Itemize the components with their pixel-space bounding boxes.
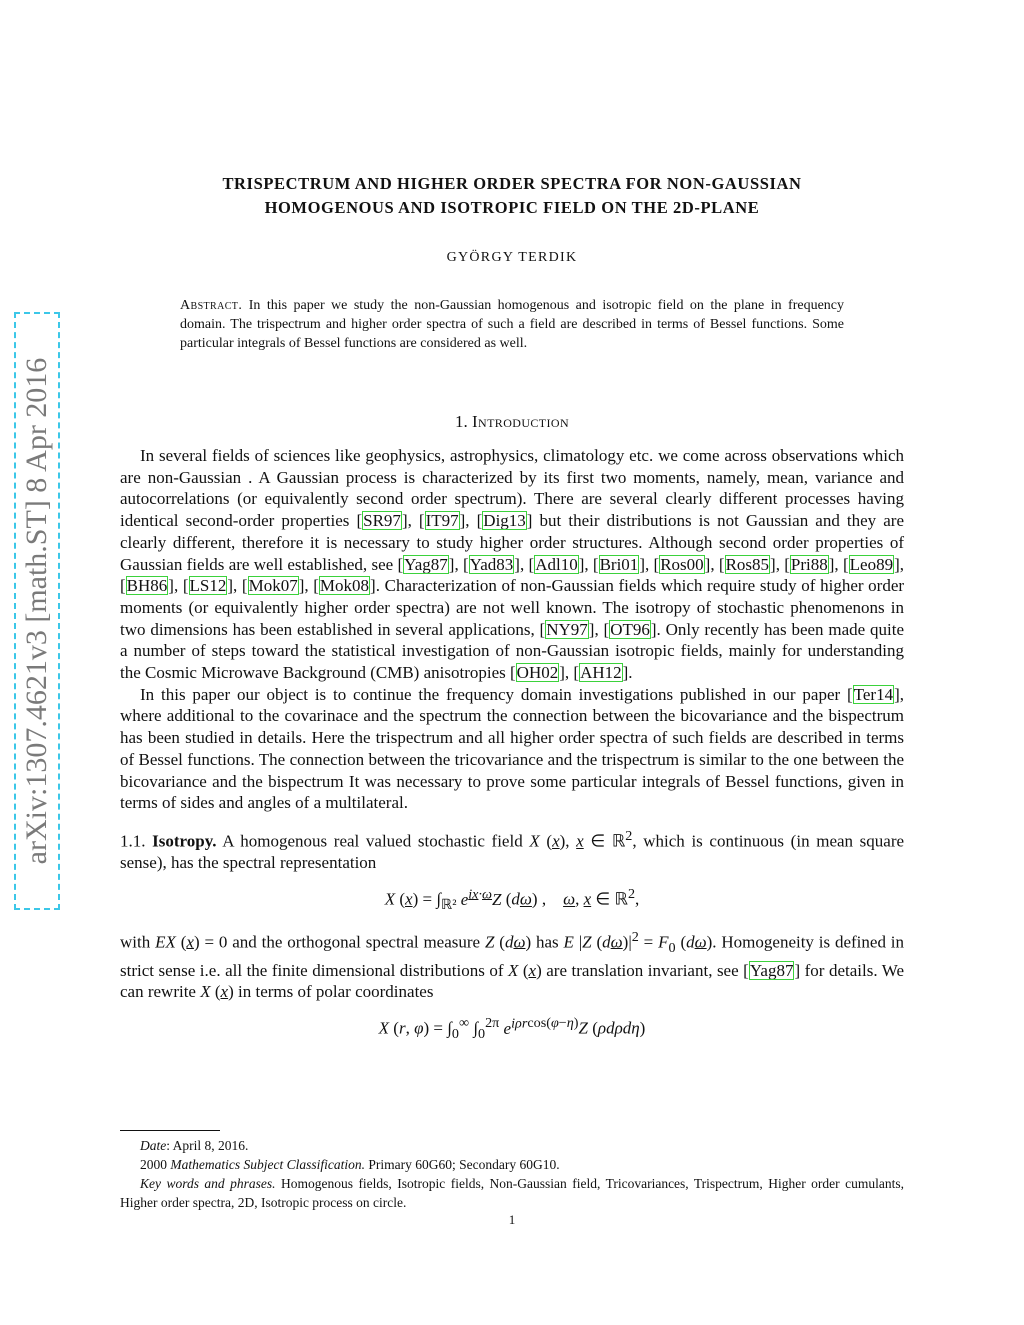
citation-link[interactable]: Ter14: [853, 684, 894, 704]
citation-link[interactable]: Mok08: [319, 576, 370, 596]
equation-spectral-representation: X $(x) = \int_{ℝ^2}$ $e^{ix\cdot\omega}Z$ (dω) , ω, x ∈ ℝ$^2$,: [384, 886, 640, 914]
citation-link[interactable]: Bri01: [599, 554, 639, 574]
footnote-date: [120, 1136, 904, 1155]
intro-text: . Characterization of non-Gaussian fields which require study of higher order moments (or equivalently higher order spectra) are not well known. The isotropy of stochastic phenomenons in two dimensions has been established in several applications,: [120, 576, 905, 639]
body-text: [120, 445, 904, 1056]
isotropy-text: which is continuous (in mean square sense), has the spectral representation: [120, 831, 905, 873]
isotropy-text: for details. We can rewrite: [120, 960, 904, 1002]
isotropy-text: . Homogeneity is defined in strict sense i.e. all the finite dimensional distributions of: [120, 932, 905, 980]
page-number: 1: [508, 1212, 516, 1227]
citation-link[interactable]: Ros85: [725, 554, 770, 574]
section-heading: [120, 412, 904, 432]
footnote-date-label: Date: [140, 1138, 167, 1153]
citation-link[interactable]: Leo89: [849, 554, 894, 574]
citation-link[interactable]: Yag87: [404, 554, 448, 574]
citation-link[interactable]: SR97: [363, 511, 401, 531]
intro-paragraph-2: In this paper our object is to continue the frequency domain investigations published in our paper [Ter14], where additional to the covarinace and the spectrum the connection between the bicovariance and the bispectrum has been studied in details. Here the trispectrum and all higher order spectra of such fields are described in terms of Bessel functions. The connection between the tricovariance and the trispectrum is similar to the one between the bicovariance and the bispectrum It was necessary to prove some particular integrals of Bessel functions, given in terms of sides and angles of a multilateral.: [120, 684, 904, 813]
isotropy-paragraph: 1.1. Isotropy. A homogenous real valued stochastic field X (x), x ∈ ℝ$^2$, which is continuous (in mean square sense), has the spectral representation: [120, 827, 905, 873]
citation-link[interactable]: Ros00: [660, 554, 704, 574]
citation-link[interactable]: Pri88: [790, 554, 828, 574]
homogeneity-paragraph: with EX (x) = 0 and the orthogonal spectral measure Z (dω) has E |Z $(d\omega)|^2 = F_0$ (dω). Homogeneity is defined in strict sense i.e. all the finite dimensional distributions of X (x) are translation invariant, see [Yag87] for details. We can rewrite X (x) in terms of polar coordinates: [120, 928, 905, 1002]
subsection-number: 1.1.: [120, 831, 146, 851]
citation-link[interactable]: BH86: [126, 576, 168, 596]
citation-link[interactable]: IT97: [425, 511, 459, 531]
author-name: GYÖRGY TERDIK: [446, 250, 578, 265]
citation-link[interactable]: Mok07: [248, 576, 298, 596]
footnotes: [120, 1136, 904, 1212]
citation-link[interactable]: Adl10: [535, 554, 578, 574]
citation-link[interactable]: Dig13: [483, 511, 526, 531]
abstract-text: In this paper we study the non-Gaussian homogenous and isotropic field on the plane in frequency domain. The trispectrum and higher order spectra of such a field are described in terms of Bessel functions. Some particular integrals of Bessel functions are considered as well.: [180, 298, 845, 351]
citation-link[interactable]: Yad83: [469, 554, 514, 574]
footnote-msc-year: 2000: [140, 1157, 167, 1172]
section-number: 1.: [454, 412, 468, 431]
isotropy-text: in terms of polar coordinates: [238, 982, 434, 1002]
arxiv-stamp[interactable]: [14, 312, 60, 910]
citation-link[interactable]: OH02: [516, 663, 559, 683]
citation-link[interactable]: NY97: [546, 619, 588, 639]
section-title: Introduction: [471, 412, 570, 431]
footnote-divider: [120, 1130, 220, 1131]
footnote-date-value: : April 8, 2016.: [166, 1138, 249, 1153]
citation-link[interactable]: OT96: [610, 619, 650, 639]
isotropy-text: has: [535, 932, 559, 952]
citation-link[interactable]: LS12: [189, 576, 227, 596]
paper-title: [120, 172, 904, 220]
intro-paragraph-1: In several fields of sciences like geophysics, astrophysics, climatology etc. we come across observations which are non-Gaussian . A Gaussian process is characterized by its first two moments, namely, mean, variance and autocorrelations (or equivalently second order spectrum). There are several clearly different processes having identical second-order properties [SR97], [IT97], [Dig13] but their distributions is not Gaussian and they are clearly different, therefore it is necessary to study higher order structures. Although second order properties of Gaussian fields are well established, see [Yag87], [Yad83], [Adl10], [Bri01], [Ros00], [Ros85], [Pri88], [Leo89], [BH86], [LS12], [Mok07], [Mok08]. Characterization of non-Gaussian fields which require study of higher order moments (or equivalently higher order spectra) are not well known. The isotropy of stochastic phenomenons in two dimensions has been established in several applications, [NY97], [OT96]. Only recently has been made quite a number of steps toward the statistical investigation of non-Gaussian isotropic fields, mainly for understanding the Cosmic Microwave Background (CMB) anisotropies [OH02], [AH12].: [120, 446, 905, 683]
title-line-2: HOMOGENOUS AND ISOTROPIC FIELD ON THE 2D-PLANE: [264, 198, 760, 217]
isotropy-text: are translation invariant, see: [546, 960, 739, 980]
footnote-keywords: [120, 1174, 904, 1212]
intro-text: In this paper our object is to continue the frequency domain investigations published in our paper: [140, 684, 847, 704]
citation-link[interactable]: AH12: [580, 663, 622, 683]
isotropy-text: A homogenous real valued stochastic field: [222, 831, 523, 851]
footnote-msc: [120, 1155, 904, 1174]
intro-text: but their distributions is not Gaussian and they are clearly different, therefore it is necessary to study higher order structures. Although second order properties of Gaussian fields are well established, see: [120, 511, 904, 574]
citation-link[interactable]: Yag87: [749, 960, 794, 980]
footnote-msc-label: Mathematics Subject Classification.: [170, 1157, 365, 1172]
equation-polar-representation: X (r, $\varphi) = \int_0^\infty$ $\int_0^{2\pi}$ $e^{i\rho rcos(\varphi-\eta)}Z$ (ρdρdη): [378, 1014, 646, 1042]
footnote-keywords-label: Key words and phrases.: [140, 1176, 276, 1191]
arxiv-stamp-text: arXiv:1307.4621v3 [math.ST] 8 Apr 2016: [20, 357, 53, 865]
isotropy-text: and the orthogonal spectral measure: [232, 932, 481, 952]
abstract: [180, 296, 844, 353]
intro-text: . Only recently has been made quite a number of steps toward the statistical investigation of non-Gaussian isotropic fields, mainly for understanding the Cosmic Microwave Background (CMB) anisotropies: [120, 619, 904, 683]
title-line-1: TRISPECTRUM AND HIGHER ORDER SPECTRA FOR NON-GAUSSIAN: [222, 174, 802, 193]
intro-text: In several fields of sciences like geophysics, astrophysics, climatology etc. we come across observations which are non-Gaussian . A Gaussian process is characterized by its first two moments, namely, mean, variance and autocorrelations (or equivalently second order spectrum). There are several clearly different processes having identical second-order properties: [120, 446, 904, 531]
footnote-keywords-value: Homogenous fields, Isotropic fields, Non-Gaussian field, Tricovariances, Trispectrum, Higher order cumulants, Higher order spectra, 2D, Isotropic process on circle.: [120, 1176, 904, 1210]
intro-text: , where additional to the covarinace and the spectrum the connection between the bicovariance and the bispectrum has been studied in details. Here the trispectrum and all higher order spectra of such fields are described in terms of Bessel functions. The connection between the tricovariance and the trispectrum is similar to the one between the bicovariance and the bispectrum It was necessary to prove some particular integrals of Bessel functions, given in terms of sides and angles of a multilateral.: [120, 684, 904, 813]
isotropy-text: with: [120, 932, 151, 952]
subsection-title: Isotropy.: [152, 831, 217, 851]
abstract-label: Abstract.: [180, 298, 243, 313]
footnote-msc-value: Primary 60G60; Secondary 60G10.: [368, 1157, 560, 1172]
